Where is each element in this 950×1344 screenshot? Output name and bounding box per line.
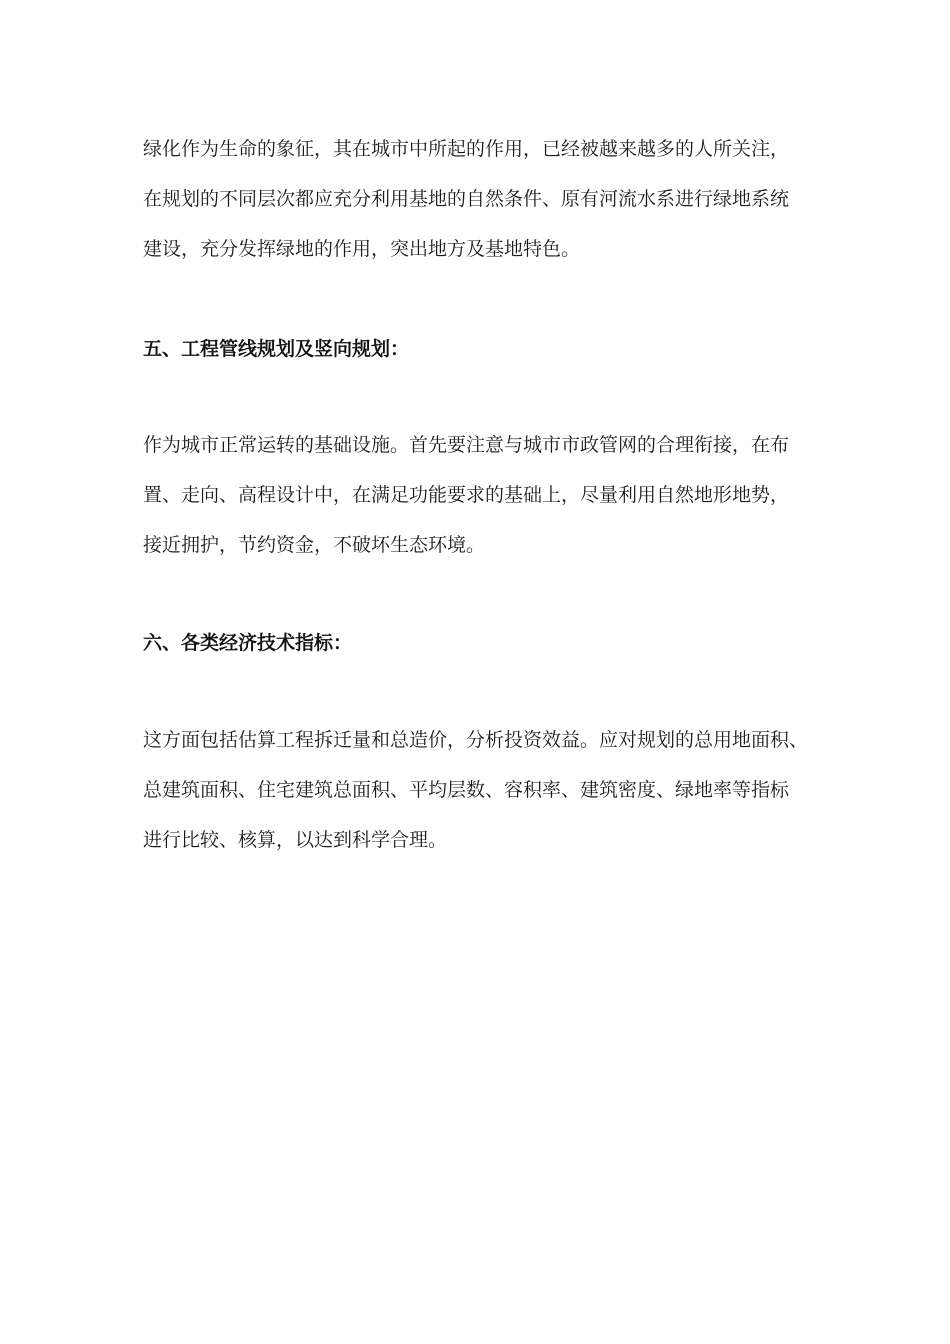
section-5-line-3: 接近拥护，节约资金，不破坏生态环境。	[143, 534, 486, 556]
section-6-heading: 六、各类经济技术指标：	[143, 632, 353, 654]
section-5-line-2: 置、走向、高程设计中，在满足功能要求的基础上，尽量利用自然地形地势，	[143, 484, 790, 506]
paragraph-greening-line-3: 建设，充分发挥绿地的作用，突出地方及基地特色。	[143, 238, 581, 260]
paragraph-greening-line-1: 绿化作为生命的象征，其在城市中所起的作用，已经被越来越多的人所关注，	[143, 138, 790, 160]
section-6-line-2: 总建筑面积、住宅建筑总面积、平均层数、容积率、建筑密度、绿地率等指标	[143, 779, 790, 801]
section-5-line-1: 作为城市正常运转的基础设施。首先要注意与城市市政管网的合理衔接，在布	[143, 434, 790, 456]
section-6-line-3: 进行比较、核算，以达到科学合理。	[143, 829, 448, 851]
section-5-heading: 五、工程管线规划及竖向规划：	[143, 338, 410, 360]
section-6-line-1: 这方面包括估算工程拆迁量和总造价，分析投资效益。应对规划的总用地面积、	[143, 729, 809, 751]
paragraph-greening-line-2: 在规划的不同层次都应充分利用基地的自然条件、原有河流水系进行绿地系统	[143, 188, 790, 210]
